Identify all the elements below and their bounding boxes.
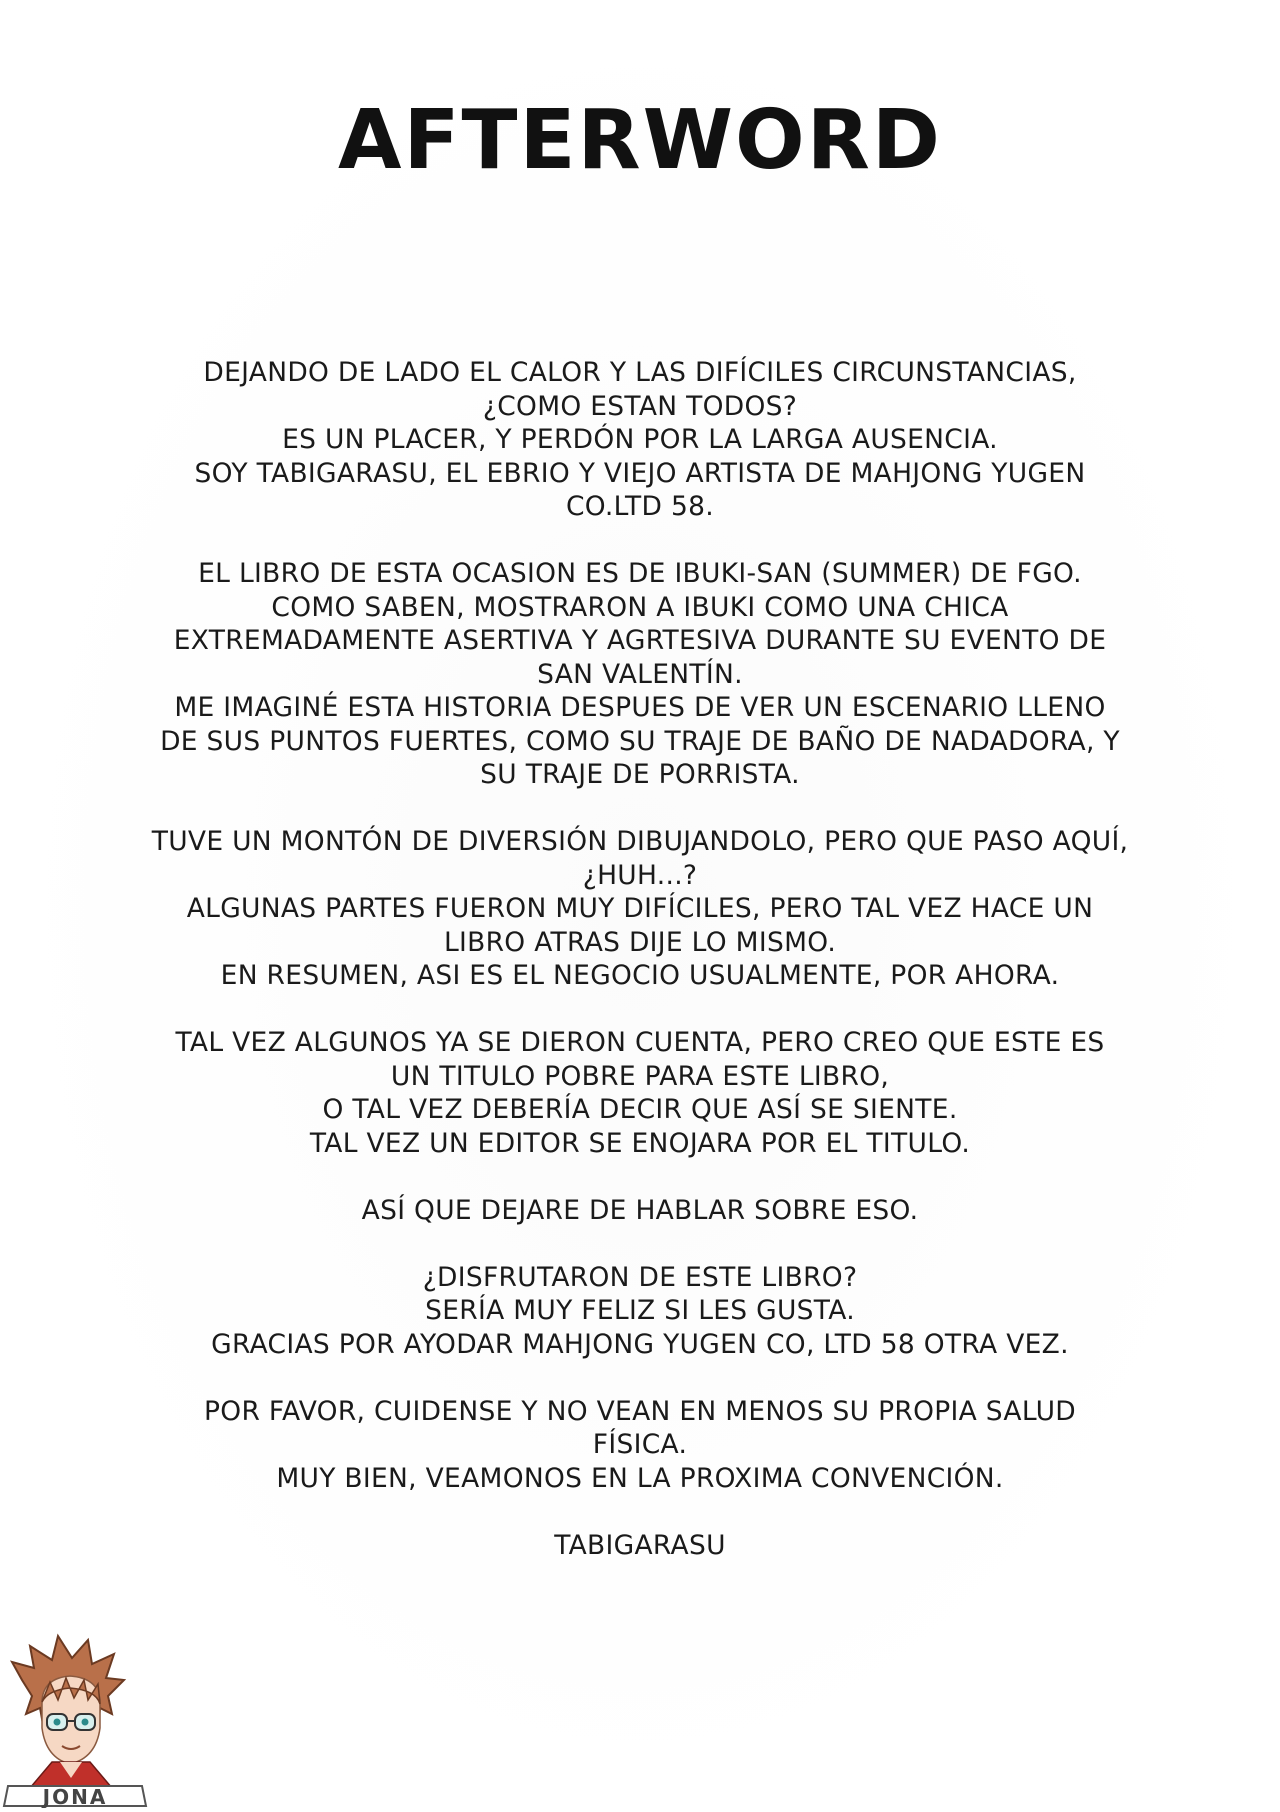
text-line: GRACIAS POR AYODAR MAHJONG YUGEN CO, LTD 58 OTRA VEZ. [211,1328,1069,1360]
text-line: UN TITULO POBRE PARA ESTE LIBRO, [390,1060,890,1092]
paragraph [140,1261,1140,1362]
text-line: CO.LTD 58. [566,491,714,522]
text-line: ALGUNAS PARTES FUERON MUY DIFÍCILES, PERO TAL VEZ HACE UN [186,893,1094,924]
text-line: MUY BIEN, VEAMONOS EN LA PROXIMA CONVENCIÓN. [276,1462,1004,1494]
paragraph [140,1395,1140,1496]
text-line: ¿DISFRUTARON DE ESTE LIBRO? [422,1261,858,1293]
page-title: AFTERWORD [338,93,942,188]
text-line: EXTREMADAMENTE ASERTIVA Y AGRTESIVA DURANTE SU EVENTO DE [173,625,1107,656]
text-line: O TAL VEZ DEBERÍA DECIR QUE ASÍ SE SIENTE. [322,1094,958,1125]
text-line: EL LIBRO DE ESTA OCASION ES DE IBUKI-SAN (SUMMER) DE FGO. [198,558,1082,589]
text-line: SERÍA MUY FELIZ SI LES GUSTA. [425,1295,855,1326]
text-line: ¿COMO ESTAN TODOS? [482,390,798,422]
paragraph [140,557,1140,792]
paragraph [140,825,1140,993]
author-signature: TABIGARASU [554,1529,726,1561]
text-line: ME IMAGINÉ ESTA HISTORIA DESPUES DE VER UN ESCENARIO LLENO [174,692,1106,723]
text-line: SU TRAJE DE PORRISTA. [480,759,800,790]
text-line: EN RESUMEN, ASI ES EL NEGOCIO USUALMENTE, POR AHORA. [220,960,1060,991]
text-line: ES UN PLACER, Y PERDÓN POR LA LARGA AUSENCIA. [282,424,998,455]
watermark-logo [0,1618,150,1808]
paragraph [140,1026,1140,1160]
text-line: ¿HUH...? [582,859,698,891]
text-line: TUVE UN MONTÓN DE DIVERSIÓN DIBUJANDOLO, PERO QUE PASO AQUÍ, [151,826,1129,857]
avatar-icon [0,1618,150,1808]
text-line: LIBRO ATRAS DIJE LO MISMO. [443,926,837,958]
watermark-text: JONA [42,1785,108,1808]
text-line: DEJANDO DE LADO EL CALOR Y LAS DIFÍCILES CIRCUNSTANCIAS, [203,357,1077,388]
afterword-body [140,356,1140,1562]
text-line: SOY TABIGARASU, EL EBRIO Y VIEJO ARTISTA DE MAHJONG YUGEN [194,457,1086,489]
text-line: COMO SABEN, MOSTRARON A IBUKI COMO UNA CHICA [271,591,1009,623]
text-line: DE SUS PUNTOS FUERTES, COMO SU TRAJE DE BAÑO DE NADADORA, Y [160,725,1120,757]
text-line: SAN VALENTÍN. [537,658,743,690]
text-line: TAL VEZ UN EDITOR SE ENOJARA POR EL TITULO. [309,1127,971,1159]
text-line: POR FAVOR, CUIDENSE Y NO VEAN EN MENOS SU PROPIA SALUD [204,1395,1076,1427]
paragraph [140,1194,1140,1228]
text-line: ASÍ QUE DEJARE DE HABLAR SOBRE ESO. [361,1194,919,1226]
text-line: FÍSICA. [592,1429,688,1460]
text-line: TAL VEZ ALGUNOS YA SE DIERON CUENTA, PERO CREO QUE ESTE ES [175,1027,1105,1058]
paragraph [140,356,1140,524]
